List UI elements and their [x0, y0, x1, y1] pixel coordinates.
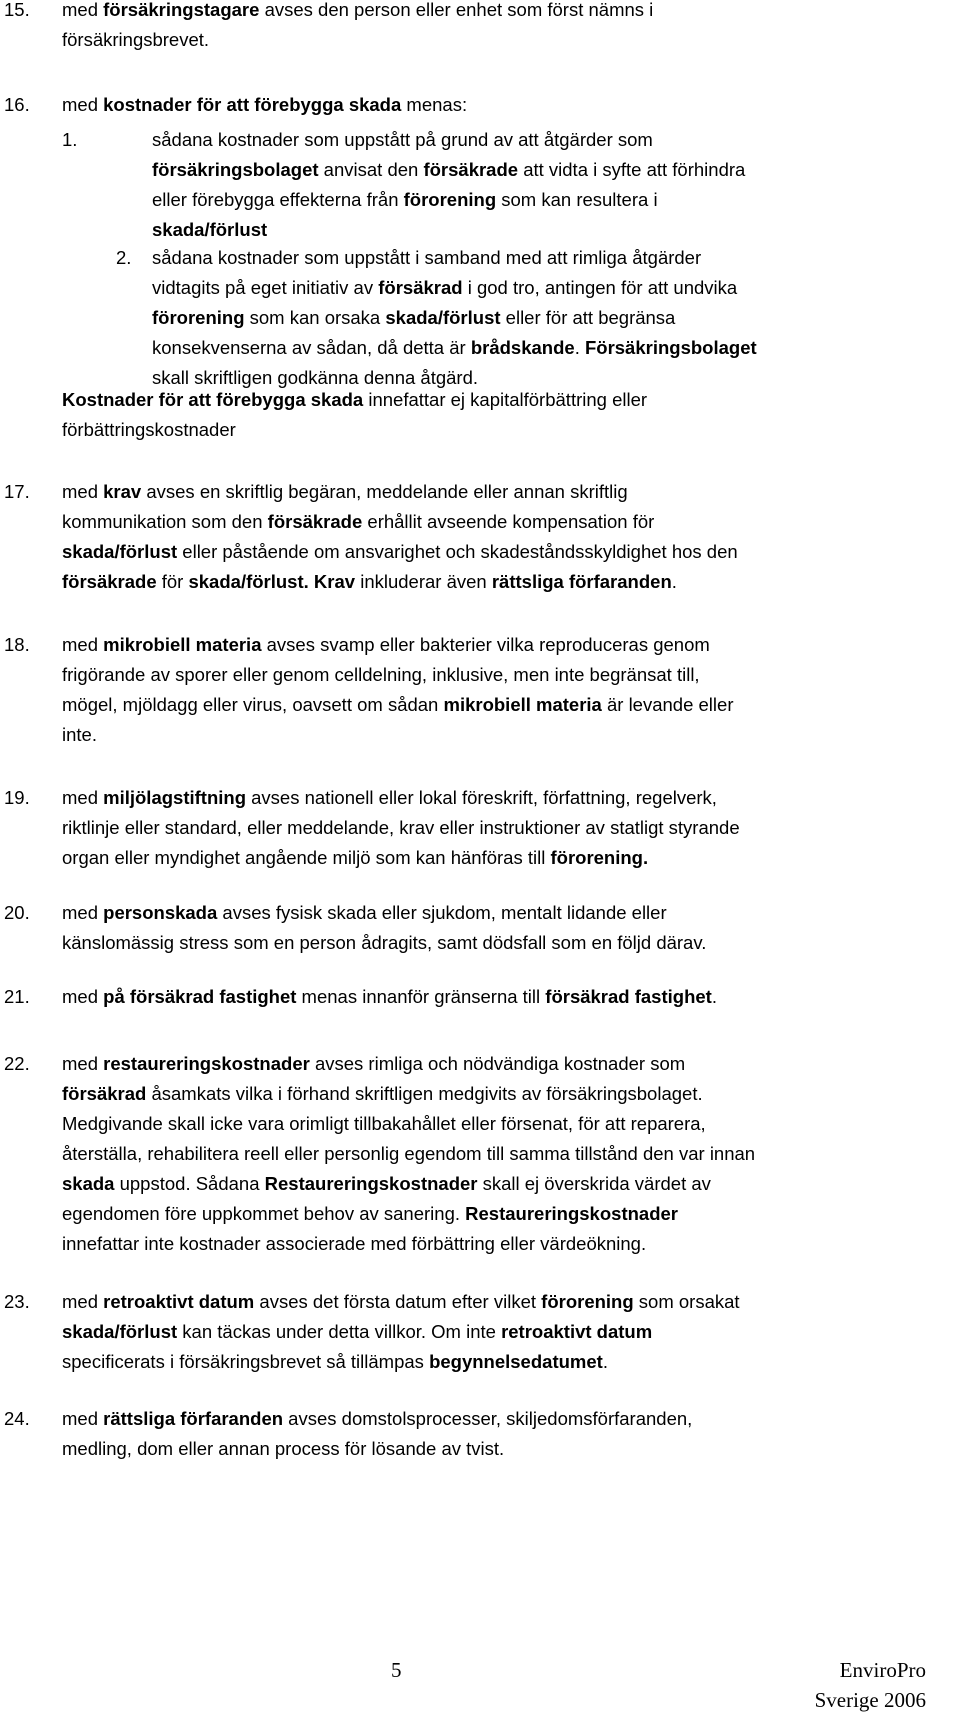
definition-number: 20.	[4, 902, 30, 923]
text-line	[152, 215, 872, 245]
text-line	[152, 273, 872, 303]
text-run: återställa, rehabilitera reell eller personlig egendom till samma tillstånd den var innan	[62, 1143, 756, 1164]
defined-term: krav	[103, 481, 142, 502]
text-run: innefattar inte kostnader associerade med förbättring eller värdeökning.	[62, 1233, 647, 1254]
text-run: avses rimliga och nödvändiga kostnader som	[309, 1053, 686, 1074]
text-line	[62, 660, 862, 690]
defined-term: förorening	[403, 189, 497, 210]
defined-term: retroaktivt datum	[501, 1321, 653, 1342]
text-run: avses fysisk skada eller sjukdom, mentalt lidande eller	[217, 902, 667, 923]
text-line	[62, 1169, 862, 1199]
text-line	[62, 477, 862, 507]
definition-number: 24.	[4, 1408, 30, 1429]
text-run: erhållit avseende kompensation för	[362, 511, 655, 532]
definition-text	[62, 898, 862, 958]
brand-name: EnviroPro	[839, 1658, 926, 1682]
text-run: uppstod. Sådana	[114, 1173, 265, 1194]
text-run: kan täckas under detta villkor. Om inte	[177, 1321, 502, 1342]
text-line	[62, 567, 862, 597]
definition-text	[62, 90, 862, 120]
text-line	[62, 1079, 862, 1109]
text-run: skall ej överskrida värdet av	[477, 1173, 711, 1194]
text-line	[62, 385, 862, 415]
text-line	[152, 185, 872, 215]
text-run: med	[62, 986, 104, 1007]
defined-term: skada/förlust	[385, 307, 501, 328]
text-line	[62, 898, 862, 928]
defined-term: restaureringskostnader	[103, 1053, 310, 1074]
defined-term: förorening.	[550, 847, 649, 868]
text-run: med	[62, 1291, 104, 1312]
defined-term: mikrobiell materia	[103, 634, 262, 655]
text-run: .	[574, 337, 585, 358]
text-run: eller förebygga effekterna från	[152, 189, 404, 210]
defined-term: försäkringsbolaget	[152, 159, 319, 180]
text-line	[62, 1287, 862, 1317]
text-line	[62, 537, 862, 567]
defined-term: skada/förlust.	[188, 571, 309, 592]
defined-term: försäkrade	[267, 511, 363, 532]
defined-term: förorening	[541, 1291, 634, 1312]
text-run: med	[62, 0, 104, 20]
text-run: försäkringsbrevet.	[62, 29, 210, 50]
definition-number: 16.	[4, 94, 30, 115]
text-run: med	[62, 94, 104, 115]
defined-term: försäkrad fastighet	[545, 986, 712, 1007]
text-line	[62, 507, 862, 537]
definition-text	[62, 982, 862, 1012]
text-line	[152, 303, 872, 333]
text-line	[62, 415, 862, 445]
text-line	[62, 982, 862, 1012]
text-run: förbättringskostnader	[62, 419, 236, 440]
defined-term: rättsliga förfaranden	[103, 1408, 284, 1429]
text-line	[62, 1199, 862, 1229]
text-run: konsekvenserna av sådan, då detta är	[152, 337, 471, 358]
defined-term: personskada	[103, 902, 218, 923]
definition-number: 21.	[4, 986, 30, 1007]
definition-number: 19.	[4, 787, 30, 808]
text-line	[62, 0, 862, 25]
text-run: menas innanför gränserna till	[296, 986, 546, 1007]
definition-text	[62, 1404, 862, 1464]
definition-note	[62, 385, 862, 445]
text-run: åsamkats vilka i förhand skriftligen medgivits av försäkringsbolaget.	[146, 1083, 703, 1104]
text-line	[62, 1109, 862, 1139]
text-line	[62, 690, 862, 720]
text-run: med	[62, 1408, 104, 1429]
text-line	[62, 813, 862, 843]
text-run: vidtagits på eget initiativ av	[152, 277, 379, 298]
text-run: avses nationell eller lokal föreskrift, författning, regelverk,	[246, 787, 717, 808]
text-run: Medgivande skall icke vara orimligt tillbakahållet eller försenat, för att reparera,	[62, 1113, 706, 1134]
text-line	[62, 630, 862, 660]
text-run: anvisat den	[318, 159, 424, 180]
text-run: som orsakat	[633, 1291, 740, 1312]
text-run: inkluderar även	[355, 571, 492, 592]
text-line	[62, 1404, 862, 1434]
text-line	[152, 155, 872, 185]
definition-text	[62, 477, 862, 597]
defined-term: brådskande	[470, 337, 575, 358]
defined-term: på försäkrad fastighet	[103, 986, 297, 1007]
defined-term: retroaktivt datum	[103, 1291, 255, 1312]
text-run: med	[62, 902, 104, 923]
defined-term: försäkringstagare	[103, 0, 260, 20]
text-run: att vidta i syfte att förhindra	[518, 159, 746, 180]
defined-term: Restaureringskostnader	[264, 1173, 478, 1194]
text-run: sådana kostnader som uppstått på grund av att åtgärder som	[152, 129, 653, 150]
text-run: avses den person eller enhet som först nämns i	[259, 0, 654, 20]
text-run: med	[62, 481, 104, 502]
text-run: specificerats i försäkringsbrevet så tillämpas	[62, 1351, 430, 1372]
defined-term: Försäkringsbolaget	[584, 337, 757, 358]
definition-number: 18.	[4, 634, 30, 655]
brand-edition: Sverige 2006	[814, 1688, 926, 1712]
subitem-number: 2.	[116, 247, 132, 268]
defined-term: begynnelsedatumet	[429, 1351, 603, 1372]
definition-text	[62, 783, 862, 873]
defined-term: förorening	[152, 307, 245, 328]
subitem-text	[152, 243, 872, 393]
text-run: känslomässig stress som en person ådragits, samt dödsfall som en följd därav.	[62, 932, 707, 953]
text-run: frigörande av sporer eller genom celldelning, inklusive, men inte begränsat till,	[62, 664, 700, 685]
text-line	[152, 333, 872, 363]
defined-term: rättsliga förfaranden	[491, 571, 672, 592]
definition-number: 23.	[4, 1291, 30, 1312]
text-run: inte.	[62, 724, 97, 745]
defined-term: Kostnader för att förebygga skada	[62, 389, 364, 410]
defined-term: skada/förlust	[62, 1321, 178, 1342]
text-line	[62, 843, 862, 873]
text-run: avses det första datum efter vilket	[254, 1291, 542, 1312]
definition-text	[62, 1287, 862, 1377]
text-run: med	[62, 634, 104, 655]
text-line	[62, 1049, 862, 1079]
text-run: mögel, mjöldagg eller virus, oavsett om sådan	[62, 694, 444, 715]
text-line	[62, 928, 862, 958]
text-line	[62, 90, 862, 120]
defined-term: skada/förlust	[152, 219, 268, 240]
text-run: sådana kostnader som uppstått i samband med att rimliga åtgärder	[152, 247, 702, 268]
text-run: som kan orsaka	[244, 307, 386, 328]
text-line	[62, 1317, 862, 1347]
defined-term: försäkrade	[423, 159, 519, 180]
text-run: eller för att begränsa	[500, 307, 676, 328]
defined-term: försäkrad	[378, 277, 463, 298]
defined-term: skada	[62, 1173, 115, 1194]
page-number: 5	[391, 1658, 402, 1682]
text-run: skall skriftligen godkänna denna åtgärd.	[152, 367, 479, 388]
text-line	[62, 720, 862, 750]
definition-text	[62, 1049, 862, 1259]
text-run: i god tro, antingen för att undvika	[462, 277, 738, 298]
defined-term: kostnader för att förebygga skada	[103, 94, 402, 115]
text-run: för	[156, 571, 189, 592]
definition-text	[62, 0, 862, 55]
text-run: organ eller myndighet angående miljö som kan hänföras till	[62, 847, 551, 868]
text-line	[62, 1434, 862, 1464]
text-run: .	[602, 1351, 608, 1372]
defined-term: försäkrad	[62, 1083, 147, 1104]
subitem-text	[152, 125, 872, 245]
text-run: innefattar ej kapitalförbättring eller	[363, 389, 648, 410]
text-line	[152, 243, 872, 273]
text-line	[152, 125, 872, 155]
definition-number: 15.	[4, 0, 30, 20]
text-run: egendomen före uppkommet behov av sanering.	[62, 1203, 466, 1224]
text-run: riktlinje eller standard, eller meddelande, krav eller instruktioner av statligt styrande	[62, 817, 740, 838]
text-line	[62, 1139, 862, 1169]
text-run: .	[711, 986, 717, 1007]
defined-term: skada/förlust	[62, 541, 178, 562]
text-run: eller påstående om ansvarighet och skadeståndsskyldighet hos den	[177, 541, 738, 562]
text-run: som kan resultera i	[496, 189, 658, 210]
definition-number: 17.	[4, 481, 30, 502]
text-run: menas:	[401, 94, 468, 115]
definition-number: 22.	[4, 1053, 30, 1074]
text-run: avses svamp eller bakterier vilka reproduceras genom	[261, 634, 710, 655]
text-run: är levande eller	[601, 694, 734, 715]
definition-text	[62, 630, 862, 750]
text-run: med	[62, 787, 104, 808]
text-run: avses domstolsprocesser, skiljedomsförfaranden,	[283, 1408, 693, 1429]
defined-term: miljölagstiftning	[103, 787, 246, 808]
text-run: medling, dom eller annan process för lösande av tvist.	[62, 1438, 505, 1459]
text-run: med	[62, 1053, 104, 1074]
text-line	[62, 25, 862, 55]
defined-term: mikrobiell materia	[443, 694, 602, 715]
text-run: avses en skriftlig begäran, meddelande eller annan skriftlig	[141, 481, 628, 502]
text-line	[62, 783, 862, 813]
subitem-number: 1.	[62, 129, 78, 150]
footer-brand	[815, 1655, 926, 1715]
text-line	[62, 1347, 862, 1377]
defined-term: Krav	[313, 571, 356, 592]
defined-term: Restaureringskostnader	[465, 1203, 678, 1224]
text-line	[62, 1229, 862, 1259]
text-run: .	[671, 571, 677, 592]
text-run: kommunikation som den	[62, 511, 268, 532]
defined-term: försäkrade	[62, 571, 157, 592]
